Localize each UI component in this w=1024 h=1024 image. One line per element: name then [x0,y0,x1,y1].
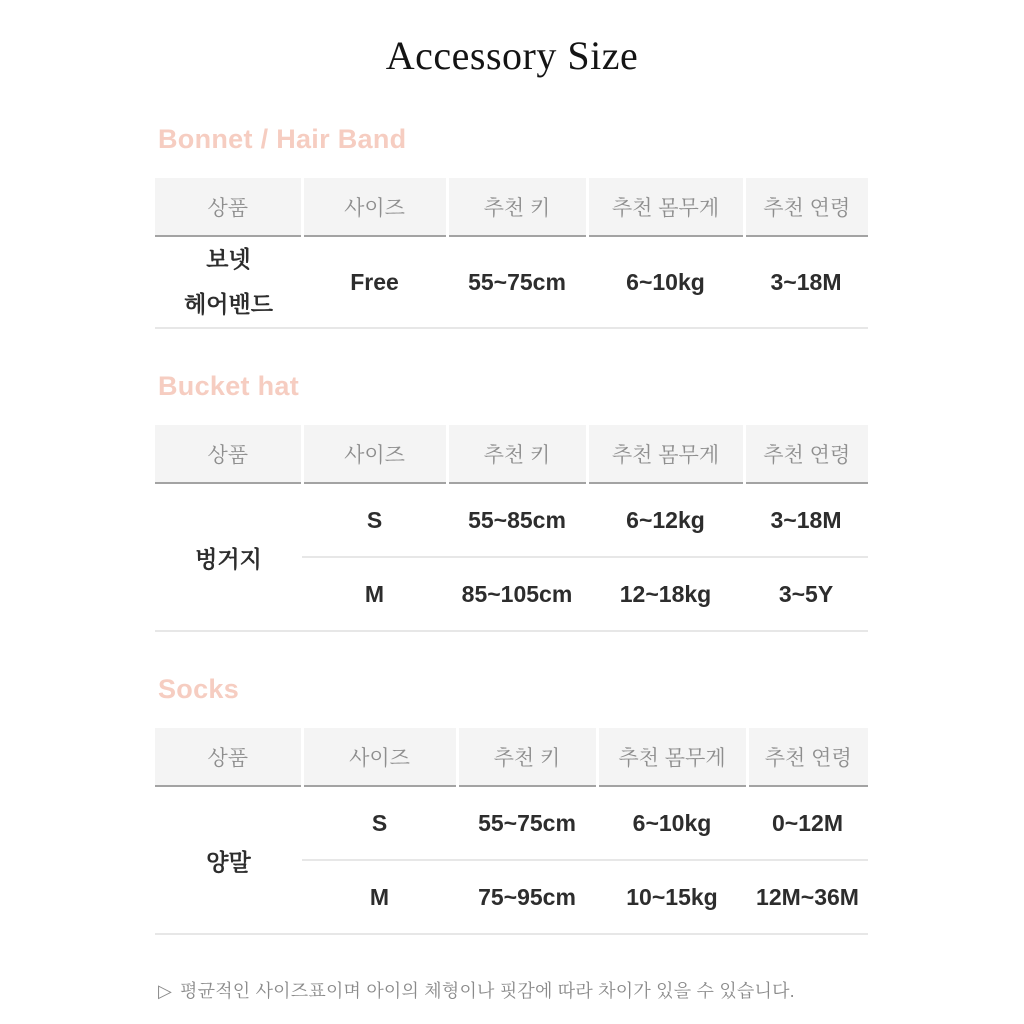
product-cell: 벙거지 [155,483,302,631]
column-header-height: 추천 키 [457,728,597,786]
size-cell: S [302,483,447,557]
table-header-row [155,425,868,483]
size-guide-footnote [158,977,868,1003]
height-cell: 55~85cm [447,483,587,557]
product-name-line: 헤어밴드 [184,291,273,317]
age-cell: 3~18M [744,236,868,328]
column-header-age: 추천 연령 [744,425,868,483]
product-cell [155,236,302,328]
section-bonnet-hairband [155,123,868,329]
size-guide-content [155,123,868,1003]
height-cell: 85~105cm [447,557,587,631]
column-header-height: 추천 키 [447,425,587,483]
section-heading-socks: Socks [158,674,240,704]
column-header-product: 상품 [155,178,302,236]
triangle-bullet-icon: ▷ [158,981,173,1001]
product-cell: 양말 [155,786,302,934]
age-cell: 3~5Y [744,557,868,631]
table-header-row [155,728,868,786]
column-header-weight: 추천 몸무게 [587,178,744,236]
section-bucket-hat [155,370,868,632]
column-header-size: 사이즈 [302,728,457,786]
age-cell: 3~18M [744,483,868,557]
age-cell: 12M~36M [747,860,868,934]
column-header-age: 추천 연령 [747,728,868,786]
table-header-row [155,178,868,236]
weight-cell: 6~10kg [597,786,747,860]
table-row [155,236,868,328]
size-table-bucket-hat [155,425,868,632]
column-header-product: 상품 [155,728,302,786]
weight-cell: 10~15kg [597,860,747,934]
section-socks [155,673,868,935]
product-name-line: 보넷 [206,246,251,272]
table-row [155,483,868,557]
section-heading-bonnet-hairband: Bonnet / Hair Band [158,124,407,154]
column-header-size: 사이즈 [302,178,447,236]
size-table-socks [155,728,868,935]
column-header-weight: 추천 몸무게 [597,728,747,786]
size-cell: M [302,860,457,934]
column-header-height: 추천 키 [447,178,587,236]
weight-cell: 6~10kg [587,236,744,328]
column-header-size: 사이즈 [302,425,447,483]
size-cell: M [302,557,447,631]
size-table-bonnet-hairband [155,178,868,329]
size-cell: Free [302,236,447,328]
page-title: Accessory Size [385,33,639,78]
age-cell: 0~12M [747,786,868,860]
height-cell: 55~75cm [447,236,587,328]
footnote-text: 평균적인 사이즈표이며 아이의 체형이나 핏감에 따라 차이가 있을 수 있습니다. [180,981,795,1001]
column-header-age: 추천 연령 [744,178,868,236]
column-header-product: 상품 [155,425,302,483]
height-cell: 75~95cm [457,860,597,934]
weight-cell: 12~18kg [587,557,744,631]
height-cell: 55~75cm [457,786,597,860]
section-heading-bucket-hat: Bucket hat [158,371,300,401]
weight-cell: 6~12kg [587,483,744,557]
size-cell: S [302,786,457,860]
table-row [155,786,868,860]
column-header-weight: 추천 몸무게 [587,425,744,483]
